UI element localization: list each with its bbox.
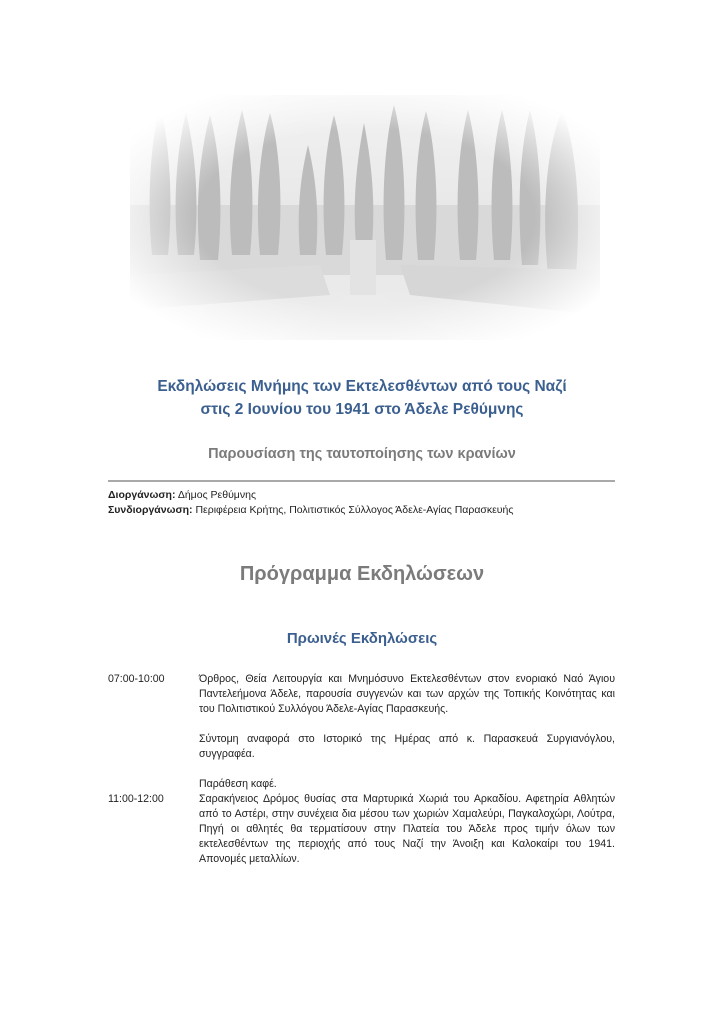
organizers bbox=[108, 488, 513, 518]
schedule-paragraph: Σαρακήνειος Δρόμος θυσίας στα Μαρτυρικά Χωριά του Αρκαδίου. Αφετηρία Αθλητών από το Αστέρι, στην συνέχεια δια μέσου των χωριών Χαμαλεύρι, Παγκαλοχώρι, Λούτρα, Πηγή οι αθλητές θα τερματίσουν στην Πλατεία του Άδελε προς τιμήν όλων των εκτελεσθέντων της περιοχής από τους Ναζί την Άνοιξη και Καλοκαίρι του 1941. Απονομές μεταλλίων. bbox=[199, 793, 615, 865]
coorganizer-label: Συνδιοργάνωση: bbox=[108, 504, 193, 516]
schedule-description bbox=[199, 792, 615, 867]
schedule-time: 11:00-12:00 bbox=[108, 793, 164, 805]
schedule-description bbox=[199, 672, 615, 792]
organizer-value: Δήμος Ρεθύμνης bbox=[175, 489, 257, 501]
divider bbox=[108, 480, 615, 482]
memorial-photo bbox=[130, 95, 600, 340]
schedule-paragraph: Παράθεση καφέ. bbox=[199, 778, 277, 790]
schedule-time: 07:00-10:00 bbox=[108, 673, 165, 685]
organizer-label: Διοργάνωση: bbox=[108, 489, 176, 501]
organizer-line bbox=[108, 488, 513, 503]
memorial-photo-icon bbox=[130, 95, 600, 340]
schedule-row bbox=[108, 792, 615, 867]
coorganizer-value: Περιφέρεια Κρήτης, Πολιτιστικός Σύλλογος Άδελε-Αγίας Παρασκευής bbox=[192, 504, 514, 516]
schedule-row bbox=[108, 672, 615, 792]
schedule-paragraph: Όρθρος, Θεία Λειτουργία και Μνημόσυνο Εκτελεσθέντων στον ενοριακό Ναό Άγιου Παντελεήμονα Άδελε, παρουσία συγγενών και των αρχών της Τοπικής Κοινότητας και του Πολιτιστικού Συλλόγου Άδελε-Αγίας Παρασκευής. bbox=[199, 673, 615, 715]
schedule bbox=[108, 672, 615, 867]
coorganizer-line bbox=[108, 503, 513, 518]
event-title-line1: Εκδηλώσεις Μνήμης των Εκτελεσθέντων από τους Ναζί bbox=[157, 378, 567, 395]
event-title-line2: στις 2 Ιουνίου του 1941 στο Άδελε Ρεθύμνης bbox=[200, 401, 524, 418]
event-subtitle: Παρουσίαση της ταυτοποίησης των κρανίων bbox=[208, 446, 516, 462]
event-title bbox=[100, 375, 624, 421]
section-title-morning: Πρωινές Εκδηλώσεις bbox=[286, 630, 438, 647]
program-title: Πρόγραμμα Εκδηλώσεων bbox=[239, 563, 485, 585]
schedule-paragraph: Σύντομη αναφορά στο Ιστορικό της Ημέρας από κ. Παρασκευά Συργιανόγλου, συγγραφέα. bbox=[199, 733, 615, 760]
